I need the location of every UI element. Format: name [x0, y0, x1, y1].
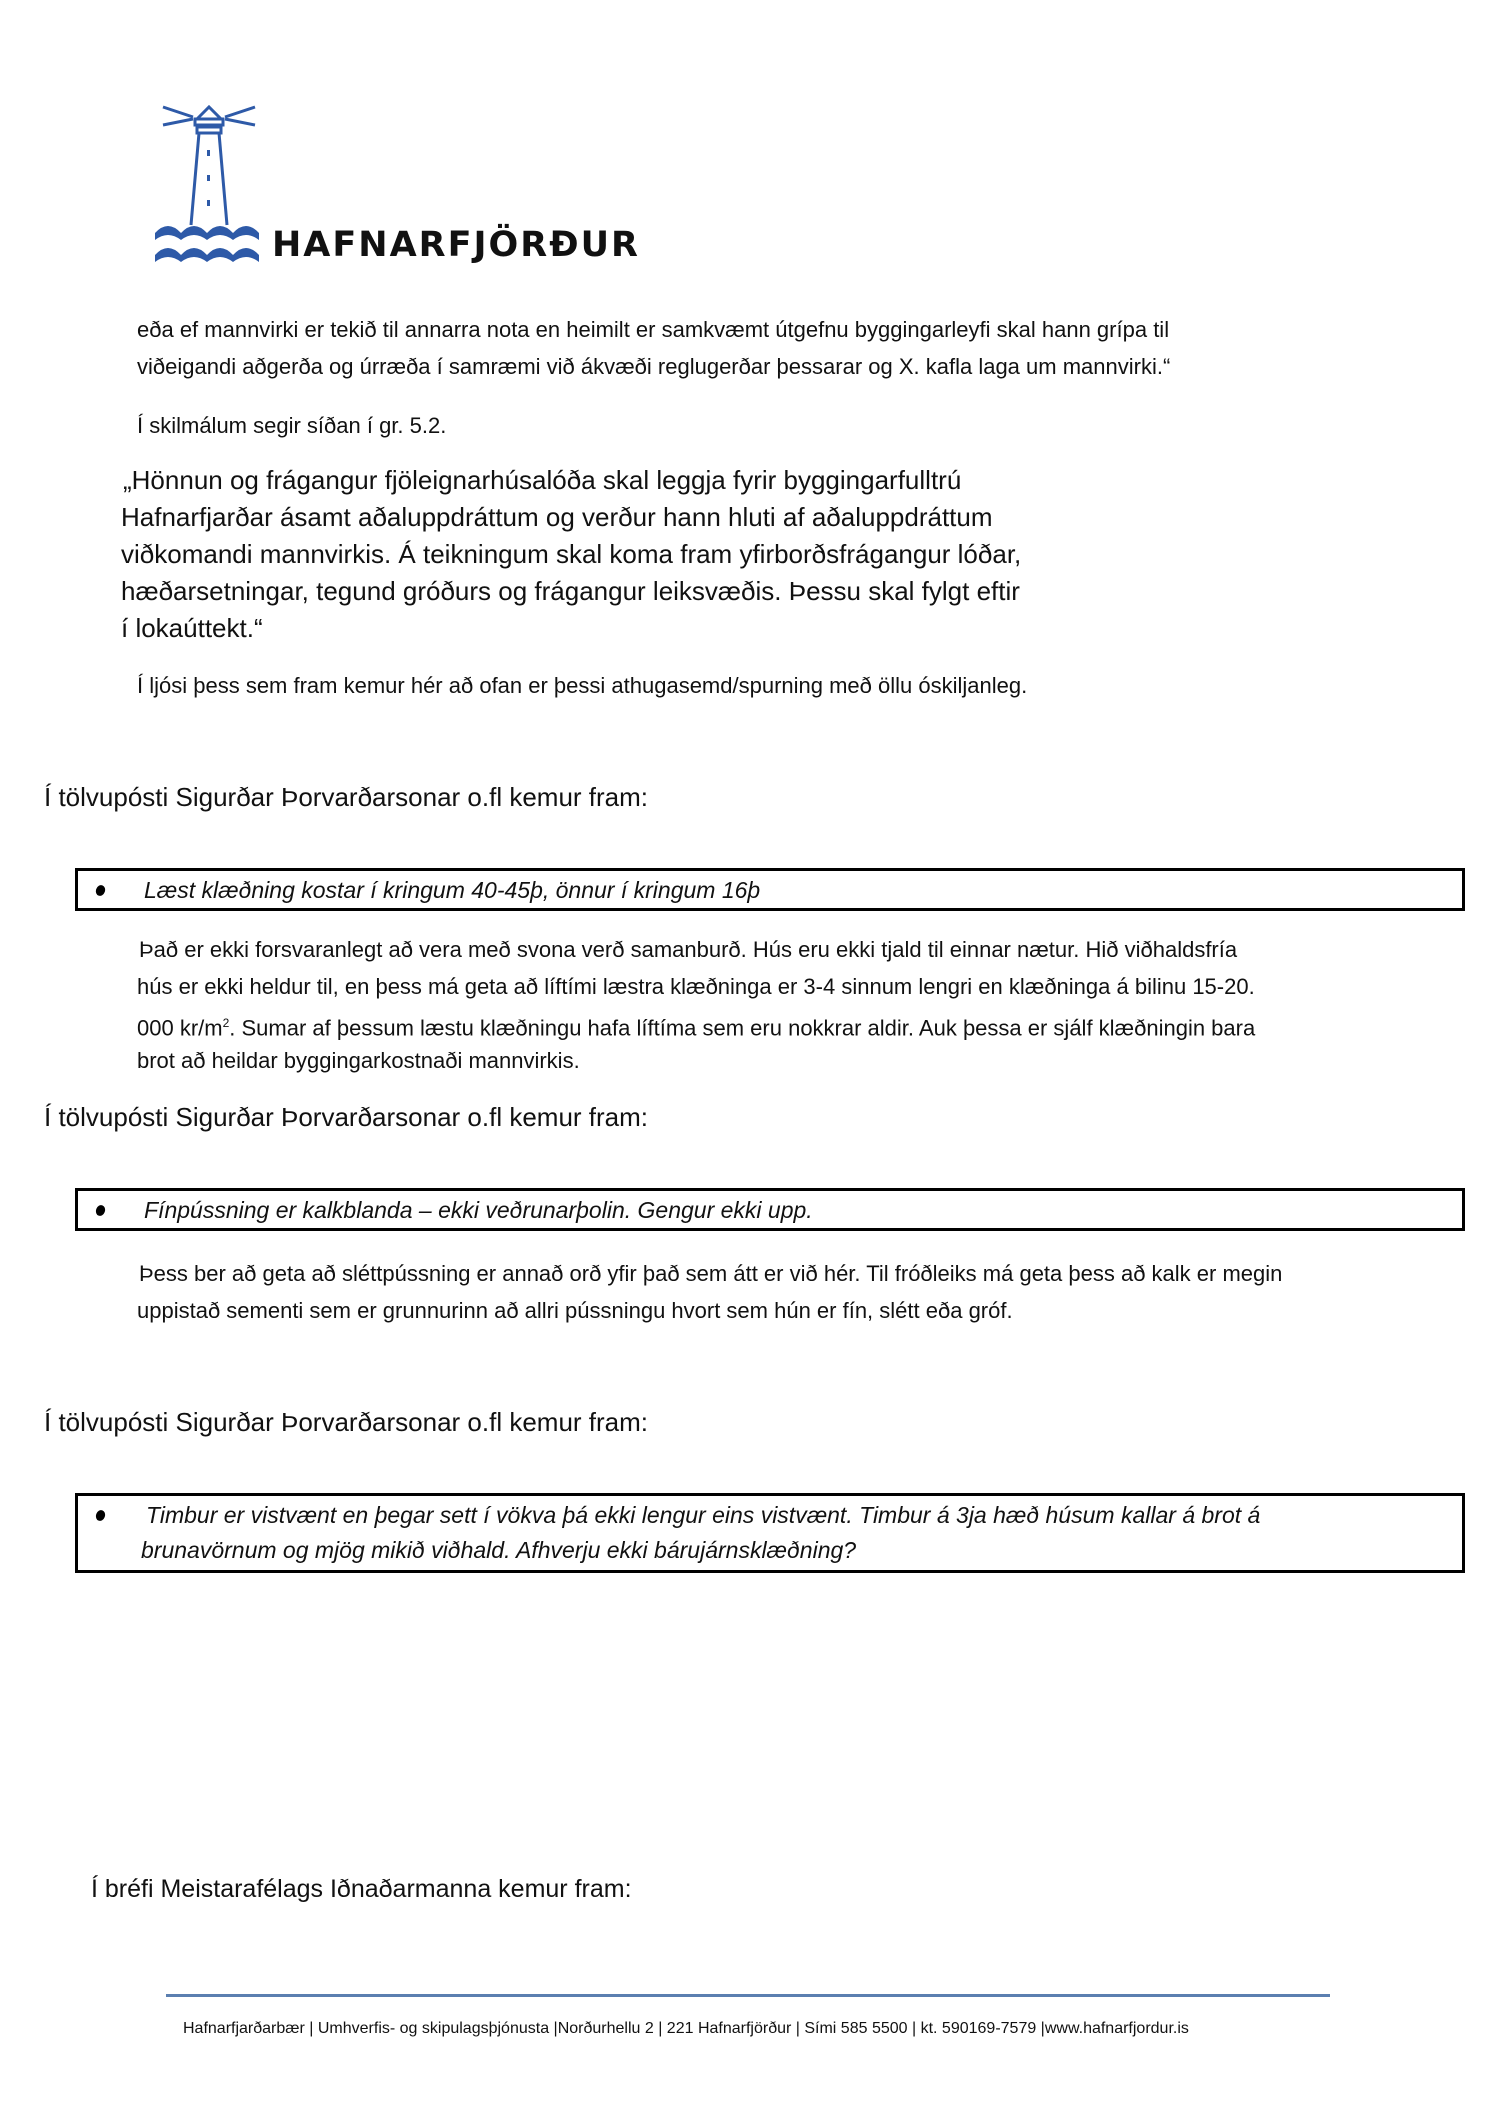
- section-3-quote-box: [75, 1493, 1465, 1573]
- section-1-response-line-4: brot að heildar byggingarkostnaði mannvirkis.: [137, 1048, 580, 1073]
- section-1-response-line-2: hús er ekki heldur til, en þess má geta að líftími læstra klæðninga er 3-4 sinnum lengri en klæðninga á bilinu 15-20.: [137, 974, 1255, 999]
- section-1-response-line-3: [137, 1006, 1255, 1045]
- response-text: 000 kr/m: [137, 1015, 223, 1041]
- section-1-quote-text: Læst klæðning kostar í kringum 40-45þ, önnur í kringum 16þ: [144, 877, 761, 903]
- hafnarfjordur-logo: [155, 95, 655, 275]
- response-text: . Sumar af þessum læstu klæðningu hafa líftíma sem eru nokkrar aldir. Auk þessa er sjálf klæðningin bara: [229, 1015, 1256, 1041]
- section-2-response-line-2: uppistað sementi sem er grunnurinn að allri pússningu hvort sem hún er fín, slétt eða gróf.: [137, 1298, 1013, 1323]
- section-3-quote-line-2: brunavörnum og mjög mikið viðhald. Afhverju ekki bárujárnsklæðning?: [141, 1537, 857, 1563]
- section-2-heading: Í tölvupósti Sigurðar Þorvarðarsonar o.fl kemur fram:: [44, 1102, 649, 1132]
- section-1-response-line-1: Það er ekki forsvaranlegt að vera með svona verð samanburð. Hús eru ekki tjald til einnar nætur. Hið viðhaldsfría: [139, 937, 1238, 962]
- bullet-icon: [94, 884, 106, 897]
- conclusion: Í ljósi þess sem fram kemur hér að ofan er þessi athugasemd/spurning með öllu óskiljanleg.: [137, 673, 1028, 698]
- logo-text: HAFNARFJÖRÐUR: [272, 225, 640, 265]
- intro-line-1: eða ef mannvirki er tekið til annarra nota en heimilt er samkvæmt útgefnu byggingarleyfi skal hann grípa til: [137, 317, 1170, 342]
- section-3-quote-line-1: Timbur er vistvænt en þegar sett í vökva þá ekki lengur eins vistvænt. Timbur á 3ja hæð húsum kallar á brot á: [146, 1502, 1261, 1528]
- quote-line-2: Hafnarfjarðar ásamt aðaluppdráttum og verður hann hluti af aðaluppdráttum: [121, 502, 993, 532]
- bullet-icon: [94, 1509, 106, 1522]
- section-1-quote-box: [75, 868, 1465, 911]
- section-2-quote-box: [75, 1188, 1465, 1231]
- section-2-response-line-1: Þess ber að geta að sléttpússning er annað orð yfir það sem átt er við hér. Til fróðleiks má geta þess að kalk er megin: [139, 1261, 1283, 1286]
- superscript: 2: [222, 1016, 230, 1030]
- section-3-heading: Í tölvupósti Sigurðar Þorvarðarsonar o.fl kemur fram:: [44, 1407, 649, 1437]
- quote-line-5: í lokaúttekt.“: [121, 613, 263, 643]
- quote-line-1: „Hönnun og frágangur fjöleignarhúsalóða skal leggja fyrir byggingarfulltrú: [123, 465, 962, 495]
- quote-line-3: viðkomandi mannvirkis. Á teikningum skal koma fram yfirborðsfrágangur lóðar,: [121, 539, 1022, 569]
- skilmalar-intro: Í skilmálum segir síðan í gr. 5.2.: [137, 413, 447, 438]
- final-heading: Í bréfi Meistarafélags Iðnaðarmanna kemur fram:: [91, 1875, 632, 1903]
- quote-line-4: hæðarsetningar, tegund gróðurs og frágangur leiksvæðis. Þessu skal fylgt eftir: [121, 576, 1020, 606]
- lighthouse-icon: [155, 95, 265, 270]
- section-1-heading: Í tölvupósti Sigurðar Þorvarðarsonar o.fl kemur fram:: [44, 782, 649, 812]
- footer-divider: [166, 1994, 1330, 1997]
- intro-line-2: viðeigandi aðgerða og úrræða í samræmi við ákvæði reglugerðar þessarar og X. kafla laga um mannvirki.“: [137, 354, 1171, 379]
- bullet-icon: [94, 1204, 106, 1217]
- section-2-quote-text: Fínpússning er kalkblanda – ekki veðrunarþolin. Gengur ekki upp.: [144, 1197, 813, 1223]
- footer-text: Hafnarfjarðarbær | Umhverfis- og skipulagsþjónusta |Norðurhellu 2 | 221 Hafnarfjörður | Sími 585 5500 | kt. 590169-7579 |www.hafnarfjordur.is: [183, 2020, 1189, 2037]
